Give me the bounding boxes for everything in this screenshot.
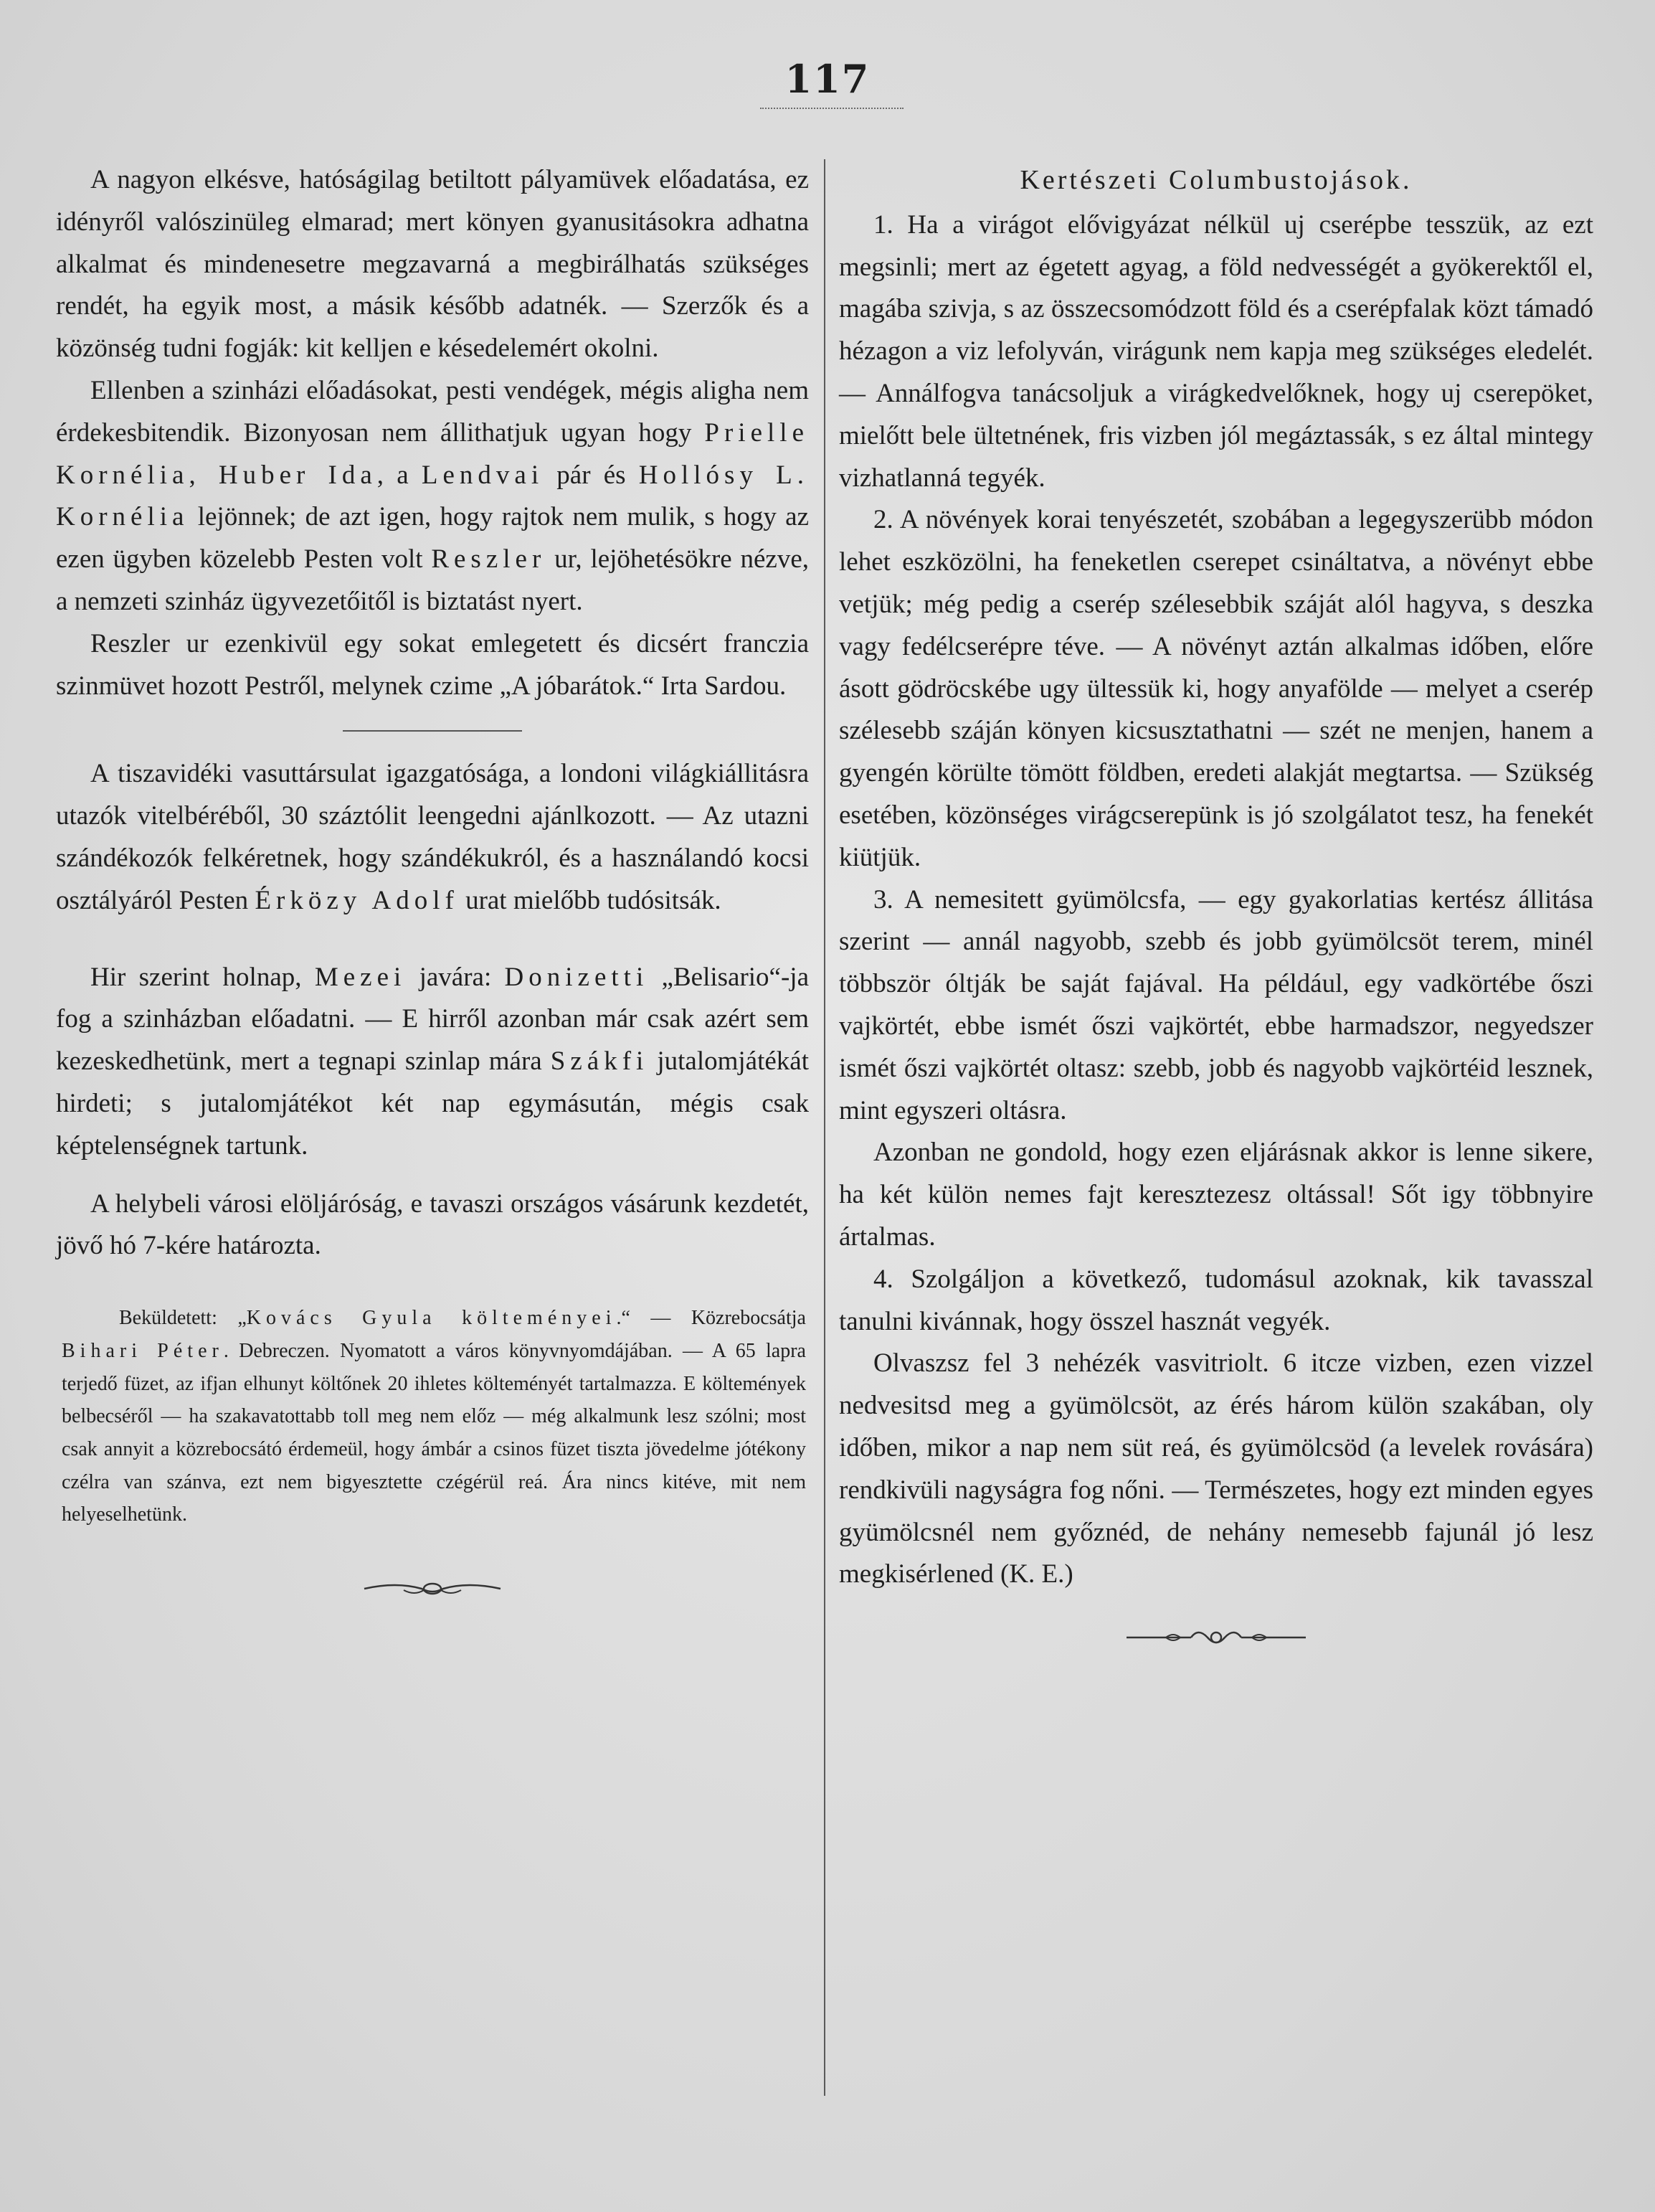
text-run: , a bbox=[376, 460, 422, 490]
text-run: lejönnek; de azt igen, hogy rajtok nem mulik, s hogy az ezen ügyben közelebb Pesten volt bbox=[56, 502, 809, 575]
end-ornament-left bbox=[56, 1574, 809, 1617]
left-column bbox=[56, 159, 809, 2140]
text-run: pár és bbox=[544, 460, 639, 490]
text-run: Hir szerint holnap, bbox=[90, 962, 315, 992]
spacer bbox=[56, 922, 809, 957]
paragraph-tip-4: 4. Szolgáljon a következő, tudomásul azoknak, kik tavasszal tanulni kivánnak, hogy összel hasznát vegyék. bbox=[839, 1264, 1593, 1336]
paragraph-railway-discount bbox=[56, 753, 809, 922]
name-run: Szákfi bbox=[550, 1046, 649, 1077]
paragraph-french-play: Reszler ur ezenkivül egy sokat emlegetett és dicsért franczia szinmüvet hozott Pestről, melynek czime „A jóbarátok.“ Irta Sardou. bbox=[56, 628, 809, 701]
section-separator bbox=[343, 730, 522, 732]
right-column bbox=[839, 159, 1593, 2140]
text-run: .“ — Közrebocsátja bbox=[616, 1307, 806, 1330]
name-run: Bihari Péter bbox=[62, 1339, 224, 1362]
page-number: 117 bbox=[784, 56, 871, 102]
spacer bbox=[56, 1267, 809, 1302]
spacer bbox=[56, 1168, 809, 1183]
text-run: . Debreczen. Nyomatott a város könyvnyomdájában. — A 65 lapra terjedő füzet, az ifjan elhunyt költőnek 20 ihletes költeményét tartalmazza. E költemények belbecséről — ha szakavatottabb toll meg nem előz — még alkalmunk lesz szólni; most csak annyit a közrebocsátó érdemeül, hogy ámbár a csinos füzet tiszta jövedelme jótékony czélra van szánva, ezt nem bigyesztette czégérül reá. Ára nincs kitéve, mit nem helyeselhetünk. bbox=[62, 1339, 806, 1526]
name-run: Prielle Kornélia, Huber Ida bbox=[56, 417, 809, 490]
flourish-icon bbox=[1123, 1622, 1309, 1653]
book-notice bbox=[56, 1302, 809, 1531]
name-run: Lendvai bbox=[421, 460, 544, 490]
text-run: „Belisario“-ja fog a szinházban előadatni. — E hirről azonban már csak azért sem kezeskedhetünk, mert a tegnapi szinlap mára bbox=[56, 962, 809, 1077]
paragraph-book-notice bbox=[62, 1302, 806, 1531]
paragraph-tip-3: 3. A nemesitett gyümölcsfa, — egy gyakorlatias kertész állitása szerint — annál nagyobb, szebb és jobb gyümölcsöt terem, minél többször óltják be saját fajával. Ha például, egy vadkörtébe őszi vajkörtét, ebbe ismét őszi vajkörtét, ebbe harmadszor, negyedszer ismét őszi vajkörtét oltasz: szebb, jobb és nagyobb vajkörtéid lesznek, mint egyszeri oltásra. bbox=[839, 884, 1593, 1125]
name-run: Mezei bbox=[314, 962, 407, 992]
text-run: javára: bbox=[406, 962, 505, 992]
paragraph-belisario-rumor bbox=[56, 957, 809, 1168]
section-heading: Kertészeti Columbustojások. bbox=[1020, 165, 1413, 195]
text-run: ur, lejöhetésökre nézve, a nemzeti szinház ügyvezetőitől is biztatást nyert. bbox=[56, 544, 809, 616]
text-run: jutalomjátékát hirdeti; s jutalomjátékot két nap egymásután, mégis csak képtelenségnek tartunk. bbox=[56, 1046, 810, 1161]
text-run: A tiszavidéki vasuttársulat igazgatósága, a londoni világkiállitásra utazók vitelbéréből, 30 száztólit leengedni ajánlkozott. — Az utazni szándékozók felkéretnek, hogy szándékukról, és a használandó kocsi osztályáról Pesten bbox=[56, 759, 809, 915]
text-run: Ellenben a szinházi előadásokat, pesti vendégek, mégis aligha nem érdekesbitendik. Bizonyosan nem állithatjuk ugyan hogy bbox=[56, 375, 809, 448]
column-divider bbox=[824, 159, 825, 2096]
text-run: urat mielőbb tudósitsák. bbox=[458, 885, 721, 915]
name-run: Kovács Gyula költeményei bbox=[246, 1307, 617, 1330]
end-ornament-right bbox=[839, 1622, 1593, 1667]
paragraph-late-competition-plays: A nagyon elkésve, hatóságilag betiltott pályamüvek előadatása, ez idényről valószinüleg elmarad; mert könyen gyanusitásokra adhatna alkalmat és mindenesetre megzavarná a megbirálhatás szükséges rendét, ha egyik most, a másik később adatnék. — Szerzők és a közönség tudni fogják: kit kelljen e késedelemért okolni. bbox=[56, 165, 809, 364]
name-run: Érközy Adolf bbox=[255, 885, 459, 915]
flourish-icon bbox=[361, 1574, 504, 1603]
name-run: Hollósy L. Kornélia bbox=[56, 460, 809, 532]
page-number-ornament bbox=[760, 108, 904, 109]
paragraph-guest-performers bbox=[56, 370, 809, 623]
paragraph-tip-3-note: Azonban ne gondold, hogy ezen eljárásnak akkor is lenne sikere, ha két külön nemes fajt keresztezesz oltással! Sőt igy többnyire ártalmas. bbox=[839, 1138, 1593, 1252]
paragraph-tip-2: 2. A növények korai tenyészetét, szobában a legegyszerübb módon lehet eszközölni, ha feneketlen cserepet csináltatva, a növényt ebbe vetjük; még pedig a cserép szélesebbik száját alól hagyva, s deszka vagy fedélcserépre téve. — A növényt aztán alkalmas időben, előre ásott gödröcskébe ugy ültessük ki, hogy anyafölde — melyet a cserép szélesebb száján könyen kicsusztathatni — szét ne menjen, hanem a gyengén körülte tömött földben, eredeti alakját megtartsa. — Szükség esetében, közönséges virágcserepünk is jó szolgálatot tesz, ha fenekét kiütjük. bbox=[839, 505, 1593, 872]
paragraph-tip-1: 1. Ha a virágot elővigyázat nélkül uj cserépbe tesszük, az ezt megsinli; mert az égetett agyag, a föld nedvességét a gyökerektől el, magába szivja, s az összecsomódzott föld és a cserépfalak közt támadó hézagon a viz lefolyván, virágunk nem kapja meg szükséges eledelét. — Annálfogva tanácsoljuk a virágkedvelőknek, hogy uj cserepöket, mielőtt bele ültetnének, fris vizben jól megáztassák, s ez által mintegy vizhatlanná tegyék. bbox=[839, 209, 1593, 493]
paragraph-tip-4-detail: Olvaszsz fel 3 nehézék vasvitriolt. 6 itcze vizben, ezen vizzel nedvesitsd meg a gyümölcsöt, az érés három külön szakában, oly időben, mikor a nap nem süt reá, és gyümölcsöd (a levelek rovására) rendkivüli nagyságra fog nőni. — Természetes, hogy ezt minden egyes gyümölcsnél nem győznéd, de nehány nemesebb fajunál jó lesz megkisérlened (K. E.) bbox=[839, 1348, 1593, 1589]
text-run: Beküldetett: „ bbox=[119, 1307, 247, 1330]
name-run: Reszler bbox=[431, 544, 546, 575]
name-run: Donizetti bbox=[504, 962, 649, 992]
paragraph-spring-fair: A helybeli városi elöljáróság, e tavaszi országos vásárunk kezdetét, jövő hó 7-kére határozta. bbox=[56, 1188, 809, 1261]
